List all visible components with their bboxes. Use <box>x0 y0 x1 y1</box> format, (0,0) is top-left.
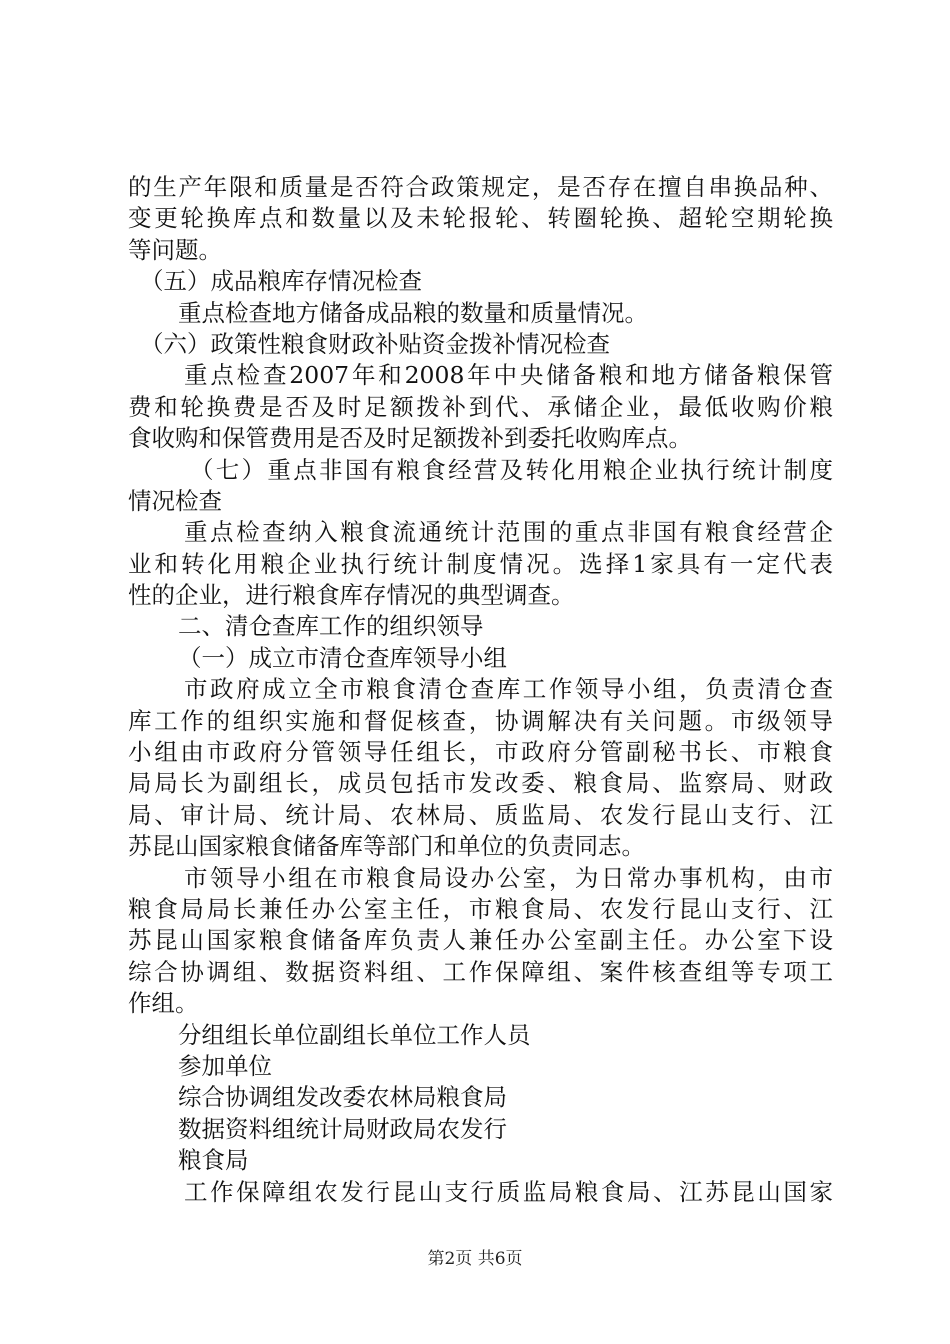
text-line: 市政府成立全市粮食清仓查库工作领导小组，负责清仓查 <box>184 675 833 704</box>
text-line: 食收购和保管费用是否及时足额拨补到委托收购库点。 <box>128 424 692 453</box>
table-text-line: 工作保障组农发行昆山支行质监局粮食局、江苏昆山国家 <box>184 1177 833 1206</box>
text-line: 粮食局局长兼任办公室主任，市粮食局、农发行昆山支行、江 <box>128 894 833 923</box>
text-line: 业和转化用粮企业执行统计制度情况。选择1家具有一定代表 <box>128 549 833 578</box>
text-line: 等问题。 <box>128 235 222 264</box>
text-line: 局、审计局、统计局、农林局、质监局、农发行昆山支行、江 <box>128 800 833 829</box>
text-line: 的生产年限和质量是否符合政策规定，是否存在擅自串换品种、 <box>128 173 833 201</box>
text-line: 库工作的组织实施和督促核查，协调解决有关问题。市级领导 <box>128 706 833 735</box>
text-line: 费和轮换费是否及时足额拨补到代、承储企业，最低收购价粮 <box>128 392 833 421</box>
section-heading: （一）成立市清仓查库领导小组 <box>178 643 507 672</box>
table-text-line: 分组组长单位副组长单位工作人员 <box>178 1020 531 1049</box>
table-text-line: 数据资料组统计局财政局农发行 <box>178 1114 507 1143</box>
table-text-line: 粮食局 <box>178 1146 249 1175</box>
text-line: 综合协调组、数据资料组、工作保障组、案件核查组等专项工 <box>128 957 833 986</box>
text-line: 变更轮换库点和数量以及未轮报轮、转圈轮换、超轮空期轮换 <box>128 204 833 233</box>
table-text-line: 综合协调组发改委农林局粮食局 <box>178 1083 507 1112</box>
text-line: 性的企业，进行粮食库存情况的典型调查。 <box>128 581 575 610</box>
document-body <box>128 172 833 1208</box>
text-line: 重点检查2007年和2008年中央储备粮和地方储备粮保管 <box>184 361 833 390</box>
section-heading: （六）政策性粮食财政补贴资金拨补情况检查 <box>140 329 610 358</box>
text-line: 局局长为副组长，成员包括市发改委、粮食局、监察局、财政 <box>128 769 833 798</box>
text-line: 重点检查纳入粮食流通统计范围的重点非国有粮食经营企 <box>184 518 833 547</box>
section-heading: （五）成品粮库存情况检查 <box>140 267 422 296</box>
text-line: 市领导小组在市粮食局设办公室，为日常办事机构，由市 <box>184 863 833 892</box>
text-line: 重点检查地方储备成品粮的数量和质量情况。 <box>178 298 648 327</box>
section-heading: （七）重点非国有粮食经营及转化用粮企业执行统计制度 <box>190 455 833 484</box>
text-line: 苏昆山国家粮食储备库负责人兼任办公室副主任。办公室下设 <box>128 926 833 955</box>
section-heading: 情况检查 <box>128 486 222 515</box>
table-text-line: 参加单位 <box>178 1051 272 1080</box>
text-line: 小组由市政府分管领导任组长，市政府分管副秘书长、市粮食 <box>128 738 833 767</box>
text-line: 苏昆山国家粮食储备库等部门和单位的负责同志。 <box>128 832 645 861</box>
section-heading: 二、清仓查库工作的组织领导 <box>178 612 484 641</box>
text-line: 作组。 <box>128 989 199 1018</box>
page-number-footer: 第2页 共6页 <box>427 1249 523 1269</box>
